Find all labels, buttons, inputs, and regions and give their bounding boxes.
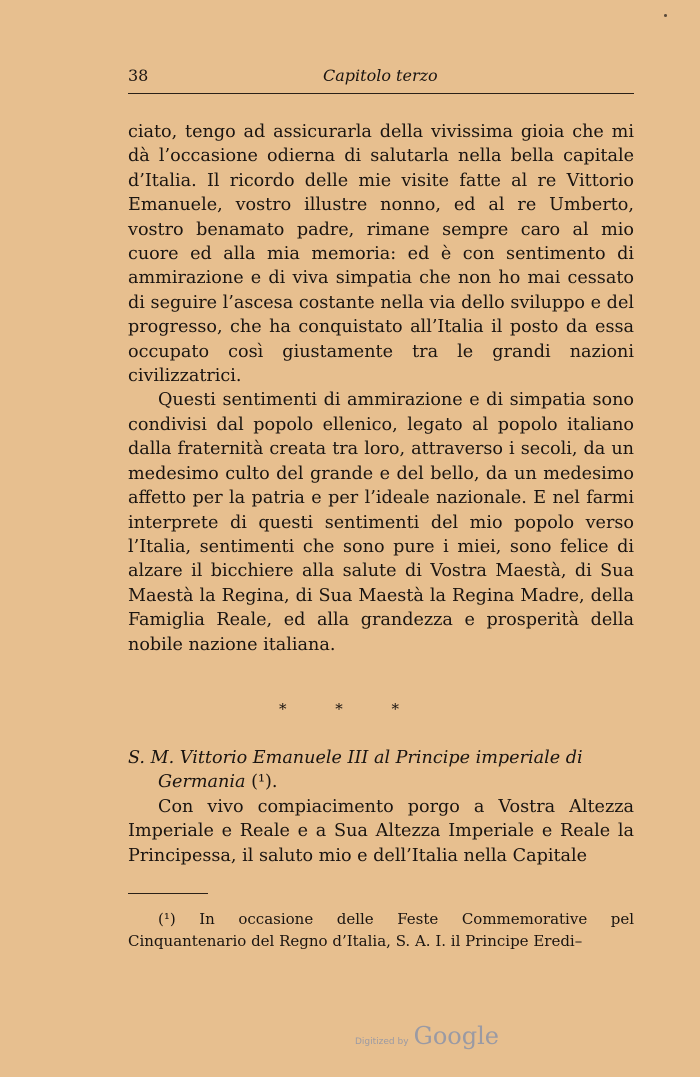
google-logo: Google <box>413 1022 499 1050</box>
scan-speck <box>664 14 667 17</box>
section-title-line2: Germania <box>158 772 246 793</box>
body-text <box>128 120 634 657</box>
paragraph: Questi sentimenti di ammirazione e di simpatia sono condivisi dal popolo ellenico, legato al popolo italiano dalla fraternità creata tra loro, attraverso i secoli, da un medesimo culto del grande e del bello, da un medesimo affetto per la patria e per l’ideale nazionale. E nel farmi interprete di questi sentimenti del mio popolo verso l’Italia, sentimenti che sono pure i miei, sono felice di alzare il bicchiere alla salute di Vostra Maestà, di Sua Maestà la Regina, di Sua Maestà la Regina Madre, della Famiglia Reale, ed alla grandezza e prosperità della nobile nazione italiana. <box>128 390 634 655</box>
running-title: Capitolo terzo <box>323 66 438 85</box>
section-title <box>128 746 634 795</box>
page-number: 38 <box>128 66 149 85</box>
section-title-line1: S. M. Vittorio Emanuele III al Principe imperiale di <box>128 748 583 768</box>
watermark-prefix: Digitized by <box>355 1037 409 1047</box>
digitized-watermark <box>355 1022 499 1050</box>
section-paragraph: Con vivo compiacimento porgo a Vostra Altezza Imperiale e Reale e a Sua Altezza Imperiale e Reale la Principessa, il saluto mio e dell’Italia nella Capitale <box>128 796 634 866</box>
footnote-reference: (¹). <box>251 772 278 793</box>
footnote-rule <box>128 893 208 894</box>
page-header <box>128 66 634 90</box>
header-rule <box>128 93 634 94</box>
footnote-text: (¹) In occasione delle Feste Commemorative pel Cinquantenario del Regno d’Italia, S. A. I. il Principe Eredi– <box>128 910 634 950</box>
paragraph-continued: ciato, tengo ad assicurarla della vivissima gioia che mi dà l’occasione odierna di salutarla nella bella capitale d’Italia. Il ricordo delle mie visite fatte al re Vittorio Emanuele, vostro illustre nonno, ed al re Umberto, vostro benamato padre, rimane sempre caro al mio cuore ed alla mia memoria: ed è con sentimento di ammirazione e di viva simpatia che non ho mai cessato di seguire l’ascesa costante nella via dello sviluppo e del progresso, che ha conquistato all’Italia il posto da essa occupato così giustamente tra le grandi nazioni civilizzatrici. <box>128 122 634 387</box>
footnote <box>128 908 634 952</box>
section-speech <box>128 746 634 868</box>
section-separator: * * * <box>278 700 422 718</box>
